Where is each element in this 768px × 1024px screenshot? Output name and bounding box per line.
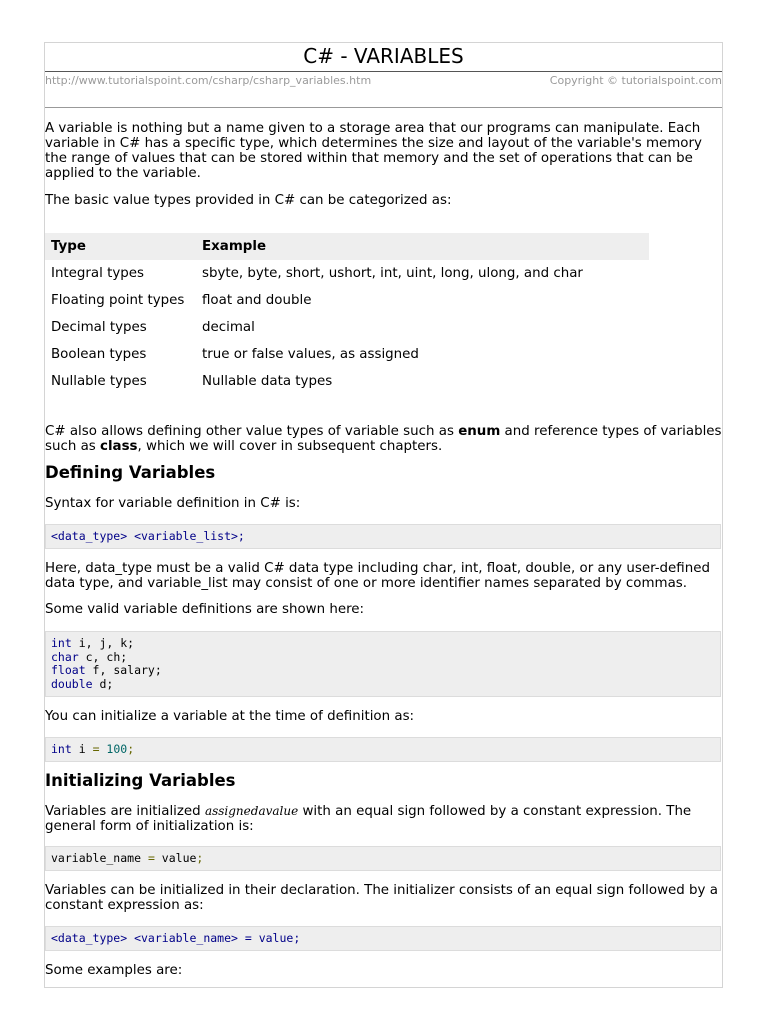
enum-keyword: enum (458, 424, 501, 439)
title-divider (45, 71, 722, 72)
code-number: 100 (99, 742, 128, 756)
table-cell: Floating point types (51, 293, 185, 308)
code-operator: = (147, 851, 155, 865)
code-keyword: int (51, 742, 72, 756)
code-text: i, j, k; (71, 636, 135, 650)
syntax-code-block (45, 524, 721, 549)
code-text: d; (92, 676, 114, 691)
text-span: and reference types of variables such as (45, 424, 722, 454)
init-at-definition-text: You can initialize a variable at the time of definition as: (45, 709, 415, 724)
header-divider (45, 107, 722, 108)
syntax-intro: Syntax for variable definition in C# is: (45, 496, 301, 511)
math-expression: assignedavalue (204, 804, 299, 818)
code-punctuation: ; (196, 851, 204, 865)
code-keyword: char (51, 649, 79, 664)
code-operator: = (92, 742, 100, 756)
text-span: , which we will cover in subsequent chapters. (137, 439, 443, 454)
code-text: variable_name (51, 851, 148, 865)
code-keyword: double (51, 676, 93, 691)
table-cell: Boolean types (51, 347, 147, 362)
examples-label: Some examples are: (45, 963, 183, 978)
code-text: value (154, 851, 197, 865)
source-url[interactable]: http://www.tutorialspoint.com/csharp/csharp_variables.htm (45, 74, 372, 87)
general-form-code-block (45, 846, 721, 871)
table-row (45, 260, 649, 287)
definition-explanation: Here, data_type must be a valid C# data type including char, int, float, double, or any user-defined data type, and variable_list may consist of one or more identifier names separated by commas. (45, 561, 710, 591)
code-punctuation: ; (127, 742, 135, 756)
table-cell: Decimal types (51, 320, 147, 335)
class-keyword: class (100, 439, 138, 454)
text-span: Variables are initialized (45, 804, 205, 819)
value-types-table (45, 233, 649, 395)
code-text: c, ch; (78, 649, 128, 664)
intro-paragraph: A variable is nothing but a name given to a storage area that our programs can manipulate. Each variable in C# has a specific type, which determines the size and layout of the variable's memory the range of values that can be stored within that memory and the set of operations that can be applied to the variable. (45, 121, 702, 181)
table-cell: true or false values, as assigned (202, 347, 419, 362)
document-page (44, 42, 723, 988)
table-row (45, 287, 649, 314)
init-code-block (45, 737, 721, 762)
table-cell: float and double (202, 293, 312, 308)
table-cell: Nullable types (51, 374, 147, 389)
table-row (45, 314, 649, 341)
table-header-type: Type (45, 233, 196, 260)
table-row (45, 368, 649, 395)
table-cell: sbyte, byte, short, ushort, int, uint, long, ulong, and char (202, 266, 583, 281)
table-cell: Integral types (51, 266, 145, 281)
declaration-init-paragraph: Variables can be initialized in their declaration. The initializer consists of an equal sign followed by a constant expression as: (45, 883, 718, 913)
code-line: <data_type> <variable_name> = value; (51, 931, 301, 945)
value-types-intro: The basic value types provided in C# can be categorized as: (45, 193, 452, 208)
copyright-notice: Copyright © tutorialspoint.com (549, 74, 722, 87)
table-cell: Nullable data types (202, 374, 333, 389)
initializing-variables-heading: Initializing Variables (45, 771, 236, 790)
table-row (45, 341, 649, 368)
text-span: C# also allows defining other value types of variable such as (45, 424, 459, 439)
table-header-example: Example (196, 233, 649, 260)
code-keyword: float (51, 663, 86, 677)
code-text: i (71, 742, 93, 756)
text-span: with an equal sign followed by a constant expression. The general form of initialization is: (45, 804, 692, 834)
defining-variables-heading: Defining Variables (45, 463, 216, 482)
declaration-code-block (45, 926, 721, 951)
code-text: f, salary; (85, 663, 162, 677)
other-types-paragraph (45, 424, 723, 454)
table-header-row (45, 233, 649, 260)
page-title: C# - VARIABLES (303, 44, 464, 68)
examples-intro: Some valid variable definitions are shown here: (45, 602, 365, 617)
definitions-code-block (45, 631, 721, 697)
initialization-paragraph (45, 804, 723, 834)
code-line: <data_type> <variable_list>; (51, 529, 245, 543)
code-keyword: int (51, 636, 72, 650)
table-cell: decimal (202, 320, 255, 335)
